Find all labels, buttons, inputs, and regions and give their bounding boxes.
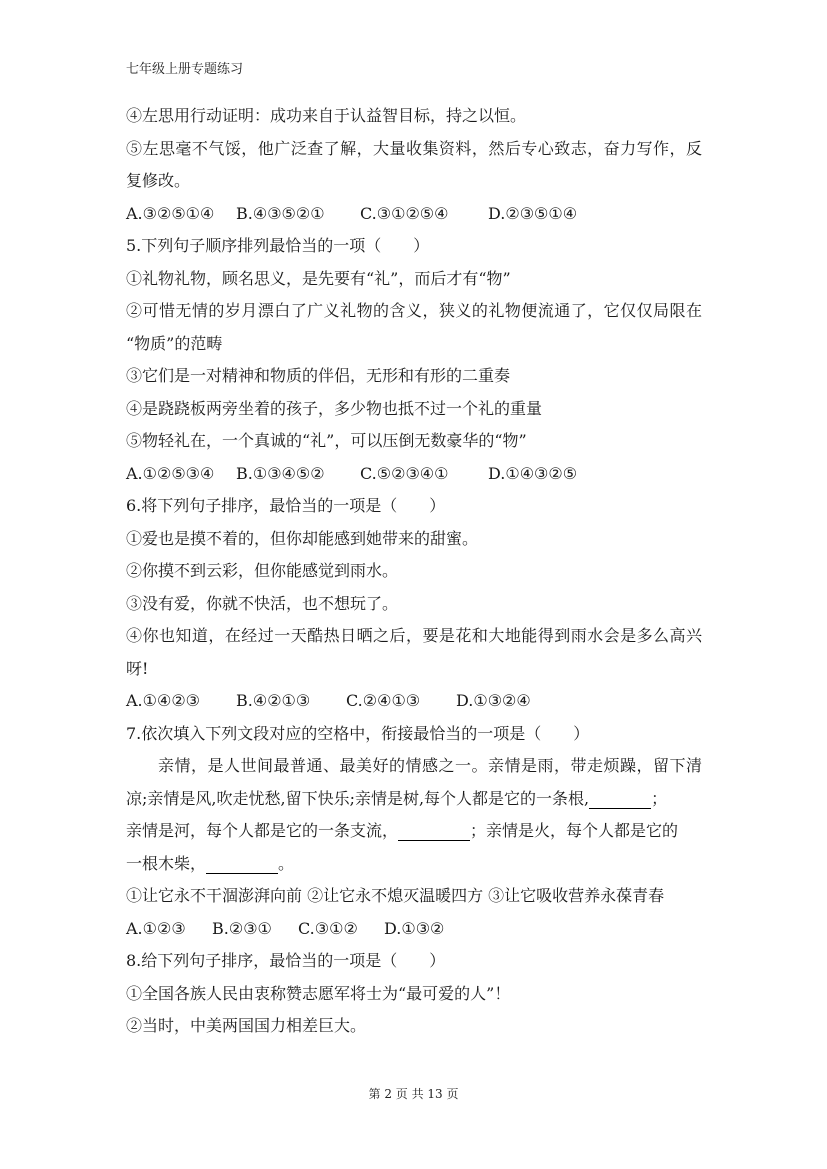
q7-option-c: C.③①②	[298, 918, 358, 938]
q5-sentence-2-line2: “物质”的范畴	[126, 333, 223, 353]
q4-item-4: ④左思用行动证明：成功来自于认益智目标，持之以恒。	[126, 106, 527, 125]
q5-options	[126, 458, 702, 491]
page-header-title: 七年级上册专题练习	[126, 62, 244, 77]
q6-sentence-4-line1: ④你也知道，在经过一天酷热日晒之后，要是花和大地能得到雨水会是多么高兴	[126, 626, 702, 645]
q5-stem: 5.下列句子顺序排列最恰当的一项（ ）	[126, 236, 430, 255]
q4-option-d: D.②③⑤①④	[488, 203, 578, 223]
q8-stem: 8.给下列句子排序，最恰当的一项是（ ）	[126, 951, 446, 970]
q5-option-a: A.①②⑤③④	[126, 463, 215, 483]
q7-blank-3	[206, 855, 278, 874]
q7-passage-line4-text: 一根木柴，	[126, 853, 207, 873]
q7-passage-line2-end: ；	[651, 788, 668, 808]
q7-passage-line3	[126, 815, 702, 848]
q5-sentence-5: ⑤物轻礼在，一个真诚的“礼”，可以压倒无数豪华的“物”	[126, 431, 527, 450]
q8-sentence-2: ②当时，中美两国国力相差巨大。	[126, 1016, 367, 1035]
q7-stem: 7.依次填入下列文段对应的空格中，衔接最恰当的一项是（ ）	[126, 723, 590, 743]
q5-option-d: D.①④③②⑤	[488, 463, 578, 483]
q4-option-c: C.③①②⑤④	[360, 203, 449, 223]
q4-option-b: B.④③⑤②①	[236, 203, 325, 223]
q7-option-a: A.①②③	[126, 918, 186, 938]
q7-option-b: B.②③①	[212, 918, 272, 938]
q7-passage-line2	[126, 783, 702, 816]
q6-option-b: B.④②①③	[236, 691, 311, 710]
q6-option-c: C.②④①③	[346, 691, 421, 710]
q6-sentence-1: ①爱也是摸不着的，但你却能感到她带来的甜蜜。	[126, 528, 479, 548]
q6-options	[126, 685, 702, 718]
q6-option-d: D.①③②④	[456, 691, 531, 710]
q4-item-5-line2: 复修改。	[126, 171, 191, 190]
page-footer: 第 2 页 共 13 页	[368, 1087, 459, 1101]
q7-passage-line4-end: 。	[278, 853, 295, 873]
q5-sentence-1: ①礼物礼物，顾名思义，是先要有“礼”，而后才有“物”	[126, 268, 511, 288]
q7-option-d: D.①③②	[384, 918, 445, 938]
q5-option-c: C.⑤②③④①	[360, 463, 449, 483]
q7-choices: ①让它永不干涸澎湃向前 ②让它永不熄灭温暖四方 ③让它吸收营养永葆青春	[126, 886, 665, 905]
q7-blank-2	[398, 822, 470, 841]
q8-sentence-1: ①全国各族人民由衷称赞志愿军将士为“最可爱的人”！	[126, 983, 511, 1003]
q4-option-a: A.③②⑤①④	[126, 203, 215, 223]
q6-sentence-2: ②你摸不到云彩，但你能感觉到雨水。	[126, 561, 399, 580]
q5-option-b: B.①③④⑤②	[236, 463, 325, 483]
q7-passage-line3-a: 亲情是河，每个人都是它的一条支流，	[126, 821, 399, 840]
q6-stem: 6.将下列句子排序，最恰当的一项是（ ）	[126, 496, 446, 515]
document-body	[126, 100, 702, 1043]
q7-passage-line2-text: 凉;亲情是风,吹走忧愁,留下快乐;亲情是树,每个人都是它的一条根,	[126, 788, 590, 808]
q6-option-a: A.①④②③	[126, 691, 201, 710]
q7-blank-1	[589, 790, 651, 809]
q5-sentence-3: ③它们是一对精神和物质的伴侣，无形和有形的二重奏	[126, 366, 511, 385]
q7-passage-line1: 亲情，是人世间最普通、最美好的情感之一。亲情是雨，带走烦躁，留下清	[158, 756, 702, 775]
q5-sentence-4: ④是跷跷板两旁坐着的孩子，多少物也抵不过一个礼的重量	[126, 398, 543, 418]
q7-passage-line3-b: ；亲情是火，每个人都是它的	[470, 821, 679, 840]
q7-passage-line4	[126, 848, 702, 881]
q5-sentence-2-line1: ②可惜无情的岁月漂白了广义礼物的含义，狭义的礼物便流通了，它仅仅局限在	[126, 301, 702, 320]
q4-item-5-line1: ⑤左思毫不气馁，他广泛查了解，大量收集资料，然后专心致志，奋力写作，反	[126, 138, 702, 158]
q6-sentence-3: ③没有爱，你就不快活，也不想玩了。	[126, 593, 399, 613]
q4-options	[126, 198, 702, 231]
q6-sentence-4-line2: 呀!	[126, 658, 149, 678]
q7-options	[126, 913, 702, 946]
